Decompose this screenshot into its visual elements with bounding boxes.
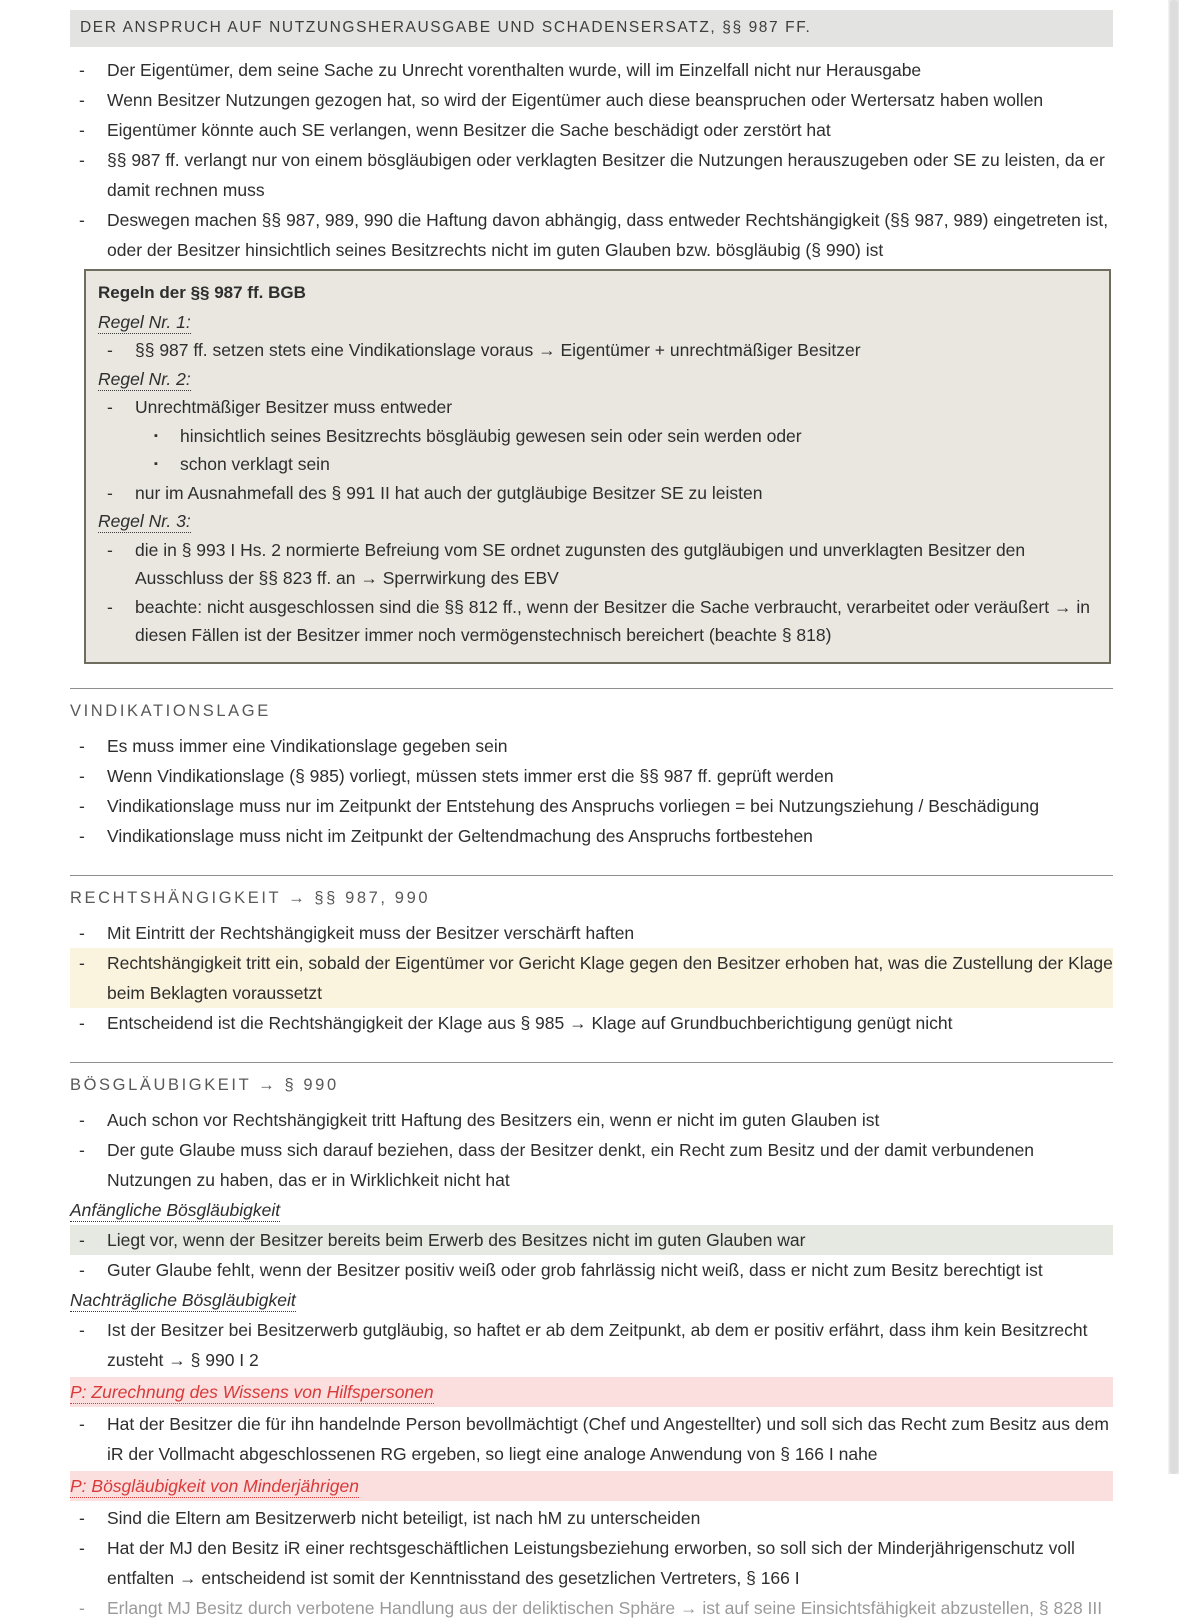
dash-bullet-marker: -: [107, 340, 113, 360]
bullet-item: [70, 1593, 1113, 1623]
bullet-item: [145, 450, 1097, 479]
rule-group-heading: [98, 308, 1097, 337]
bullet-text: Liegt vor, wenn der Besitzer bereits beim Erwerb des Besitzes nicht im guten Glauben war: [107, 1229, 806, 1250]
bullet-text: Erlangt MJ Besitz durch verbotene Handlung aus der deliktischen Sphäre → ist auf seine Einsichtsfähigkeit abzustellen, § 828 III: [107, 1597, 1103, 1618]
bullet-text: Entscheidend ist die Rechtshängigkeit der Klage aus § 985 → Klage auf Grundbuchberichtigung genügt nicht: [107, 1012, 953, 1033]
bullet-text: nur im Ausnahmefall des § 991 II hat auch der gutgläubige Besitzer SE zu leisten: [135, 482, 763, 503]
bullet-item: [70, 205, 1113, 265]
bullet-item: [70, 918, 1113, 948]
dash-bullet-marker: -: [79, 60, 85, 80]
bullet-item: [70, 1255, 1113, 1285]
dash-bullet-marker: -: [79, 1413, 85, 1434]
bullet-item: [70, 1503, 1113, 1533]
dash-bullet-marker: -: [79, 825, 85, 846]
bullet-text: Auch schon vor Rechtshängigkeit tritt Haftung des Besitzers ein, wenn er nicht im guten Glauben ist: [107, 1109, 880, 1130]
rule-group-heading: [98, 365, 1097, 394]
bullet-text: Hat der MJ den Besitz iR einer rechtsgeschäftlichen Leistungsbeziehung erworben, so soll sich der Minderjährigenschutz voll entfalten → entscheidend ist somit der Kenntnisstand des gesetzlichen Vertreters, § 166 I: [107, 1537, 1075, 1588]
bullet-text: Wenn Besitzer Nutzungen gezogen hat, so wird der Eigentümer auch diese beanspruchen oder Wertersatz haben wollen: [107, 90, 1044, 110]
section-heading: RECHTSHÄNGIGKEIT → §§ 987, 990: [70, 888, 431, 907]
bullet-text: hinsichtlich seines Besitzrechts bösgläubig gewesen sein oder sein werden oder: [180, 425, 802, 446]
rule-group-heading-label: Regel Nr. 1:: [98, 311, 191, 332]
rules-box: [84, 269, 1111, 664]
rule-group-heading: [98, 507, 1097, 536]
dash-bullet-marker: -: [79, 1597, 85, 1618]
bullet-item: [70, 948, 1113, 1008]
scrollbar-thumb[interactable]: [1170, 0, 1178, 1474]
rules-box-content: [98, 308, 1097, 650]
bullet-text: Vindikationslage muss nur im Zeitpunkt der Entstehung des Anspruchs vorliegen = bei Nutzungsziehung / Beschädigung: [107, 795, 1040, 816]
dash-bullet-marker: -: [79, 1109, 85, 1130]
section: [70, 688, 1113, 851]
dash-bullet-marker: -: [79, 150, 85, 170]
dash-bullet-marker: -: [79, 1139, 85, 1160]
bullet-text: Hat der Besitzer die für ihn handelnde Person bevollmächtigt (Chef und Angestellter) und soll sich das Recht zum Besitz aus dem iR der Vollmacht abgeschlossenen RG ergeben, so liegt eine analoge Anwendung von § 166 I nahe: [107, 1413, 1109, 1464]
bullet-item: [70, 145, 1113, 205]
bullet-item: [70, 85, 1113, 115]
dash-bullet-marker: -: [79, 1012, 85, 1033]
square-bullet-marker: ▪: [154, 429, 158, 442]
bullet-item: [98, 593, 1097, 650]
bullet-text: Unrechtmäßiger Besitzer muss entweder: [135, 397, 453, 417]
bullet-item: [70, 731, 1113, 761]
rule-group-heading-label: Regel Nr. 2:: [98, 368, 191, 389]
bullet-text: Sind die Eltern am Besitzerwerb nicht beteiligt, ist nach hM zu unterscheiden: [107, 1507, 701, 1528]
bullet-text: Ist der Besitzer bei Besitzerwerb gutgläubig, so haftet er ab dem Zeitpunkt, ab dem er positiv erfährt, dass ihm kein Besitzrecht zusteht → § 990 I 2: [107, 1319, 1088, 1370]
bullet-item: [98, 393, 1097, 422]
square-bullet-marker: ▪: [154, 458, 158, 470]
section: [70, 875, 1113, 1038]
bullet-text: Mit Eintritt der Rechtshängigkeit muss der Besitzer verschärft haften: [107, 922, 635, 943]
bullet-item: [145, 422, 1097, 451]
bullet-text: beachte: nicht ausgeschlossen sind die §§ 812 ff., wenn der Besitzer die Sache verbraucht, verarbeitet oder veräußert → in diesen Fällen ist der Besitzer immer noch vermögenstechnisch bereichert (beachte § 818): [135, 596, 1090, 645]
sub-heading: [70, 1195, 1113, 1225]
section: [70, 1062, 1113, 1618]
bullet-item: [70, 1225, 1113, 1255]
bullet-text: die in § 993 I Hs. 2 normierte Befreiung vom SE ordnet zugunsten des gutgläubigen und unverklagten Besitzer den Ausschluss der §§ 823 ff. an → Sperrwirkung des EBV: [135, 539, 1026, 588]
section-heading: VINDIKATIONSLAGE: [70, 701, 271, 720]
dash-bullet-marker: -: [107, 596, 113, 617]
document-page: [70, 10, 1113, 1618]
sub-heading: [70, 1285, 1113, 1315]
bullet-item: [70, 1105, 1113, 1135]
bullet-item: [70, 1315, 1113, 1375]
bullet-text: Guter Glaube fehlt, wenn der Besitzer positiv weiß oder grob fahrlässig nicht weiß, dass er nicht zum Besitz berechtigt ist: [107, 1259, 1043, 1280]
bullet-text: Wenn Vindikationslage (§ 985) vorliegt, müssen stets immer erst die §§ 987 ff. geprüft werden: [107, 765, 834, 786]
dash-bullet-marker: -: [79, 765, 85, 786]
bullet-text: Der Eigentümer, dem seine Sache zu Unrecht vorenthalten wurde, will im Einzelfall nicht nur Herausgabe: [107, 60, 922, 80]
bullet-text: Eigentümer könnte auch SE verlangen, wenn Besitzer die Sache beschädigt oder zerstört hat: [107, 120, 831, 140]
bullet-text: Der gute Glaube muss sich darauf beziehen, dass der Besitzer denkt, ein Recht zum Besitz und der damit verbundenen Nutzungen zu haben, das er in Wirklichkeit nicht hat: [107, 1139, 1035, 1190]
bullet-text: §§ 987 ff. verlangt nur von einem bösgläubigen oder verklagten Besitzer die Nutzungen herauszugeben oder SE zu leisten, da er damit rechnen muss: [107, 150, 1105, 200]
bullet-item: [98, 479, 1097, 508]
cutoff-line: [70, 1593, 1113, 1618]
sub-heading-label: Nachträgliche Bösgläubigkeit: [70, 1289, 296, 1310]
bullet-item: [98, 536, 1097, 593]
bullet-text: schon verklagt sein: [180, 454, 330, 474]
dash-bullet-marker: -: [79, 1319, 85, 1340]
bullet-text: §§ 987 ff. setzen stets eine Vindikationslage voraus → Eigentümer + unrechtmäßiger Besitzer: [135, 340, 861, 360]
dash-bullet-marker: -: [79, 210, 85, 230]
bullet-item: [70, 1135, 1113, 1195]
intro-bullet-list: [70, 55, 1113, 265]
problem-heading-label: P: Zurechnung des Wissens von Hilfspersonen: [70, 1381, 434, 1402]
page-title: DER ANSPRUCH AUF NUTZUNGSHERAUSGABE UND SCHADENSERSATZ, §§ 987 FF.: [70, 10, 1113, 47]
bullet-text: Es muss immer eine Vindikationslage gegeben sein: [107, 735, 508, 756]
dash-bullet-marker: -: [79, 795, 85, 816]
dash-bullet-marker: -: [107, 397, 113, 417]
dash-bullet-marker: -: [79, 735, 85, 756]
dash-bullet-marker: -: [79, 1259, 85, 1280]
sections-container: [70, 688, 1113, 1618]
bullet-item: [98, 336, 1097, 365]
dash-bullet-marker: -: [107, 539, 113, 560]
bullet-item: [70, 821, 1113, 851]
dash-bullet-marker: -: [79, 90, 85, 110]
dash-bullet-marker: -: [79, 1537, 85, 1558]
dash-bullet-marker: -: [79, 922, 85, 943]
rules-box-title: Regeln der §§ 987 ff. BGB: [98, 283, 306, 302]
dash-bullet-marker: -: [79, 1507, 85, 1528]
bullet-item: [70, 1409, 1113, 1469]
sub-heading-label: Anfängliche Bösgläubigkeit: [70, 1199, 281, 1220]
bullet-item: [70, 1533, 1113, 1593]
bullet-item: [70, 761, 1113, 791]
rule-group-heading-label: Regel Nr. 3:: [98, 511, 191, 531]
dash-bullet-marker: -: [79, 120, 85, 140]
problem-heading-label: P: Bösgläubigkeit von Minderjährigen: [70, 1475, 359, 1496]
problem-heading: [70, 1471, 1113, 1501]
bullet-item: [70, 115, 1113, 145]
bullet-text: Deswegen machen §§ 987, 989, 990 die Haftung davon abhängig, dass entweder Rechtshängigkeit (§§ 987, 989) eingetreten ist, oder der Besitzer hinsichtlich seines Besitzrechts nicht im guten Glauben bzw. bösgläubig (§ 990) ist: [107, 210, 1109, 260]
bullet-item: [70, 791, 1113, 821]
bullet-text: Vindikationslage muss nicht im Zeitpunkt der Geltendmachung des Anspruchs fortbestehen: [107, 825, 813, 846]
bullet-item: [70, 1008, 1113, 1038]
bullet-text: Rechtshängigkeit tritt ein, sobald der Eigentümer vor Gericht Klage gegen den Besitzer erhoben hat, was die Zustellung der Klage beim Beklagten voraussetzt: [107, 952, 1113, 1003]
dash-bullet-marker: -: [107, 482, 113, 503]
scrollbar-track[interactable]: [1168, 0, 1179, 1474]
dash-bullet-marker: -: [79, 1229, 85, 1250]
section-heading: BÖSGLÄUBIGKEIT → § 990: [70, 1075, 339, 1094]
bullet-item: [70, 55, 1113, 85]
dash-bullet-marker: -: [79, 952, 85, 973]
problem-heading: [70, 1377, 1113, 1407]
